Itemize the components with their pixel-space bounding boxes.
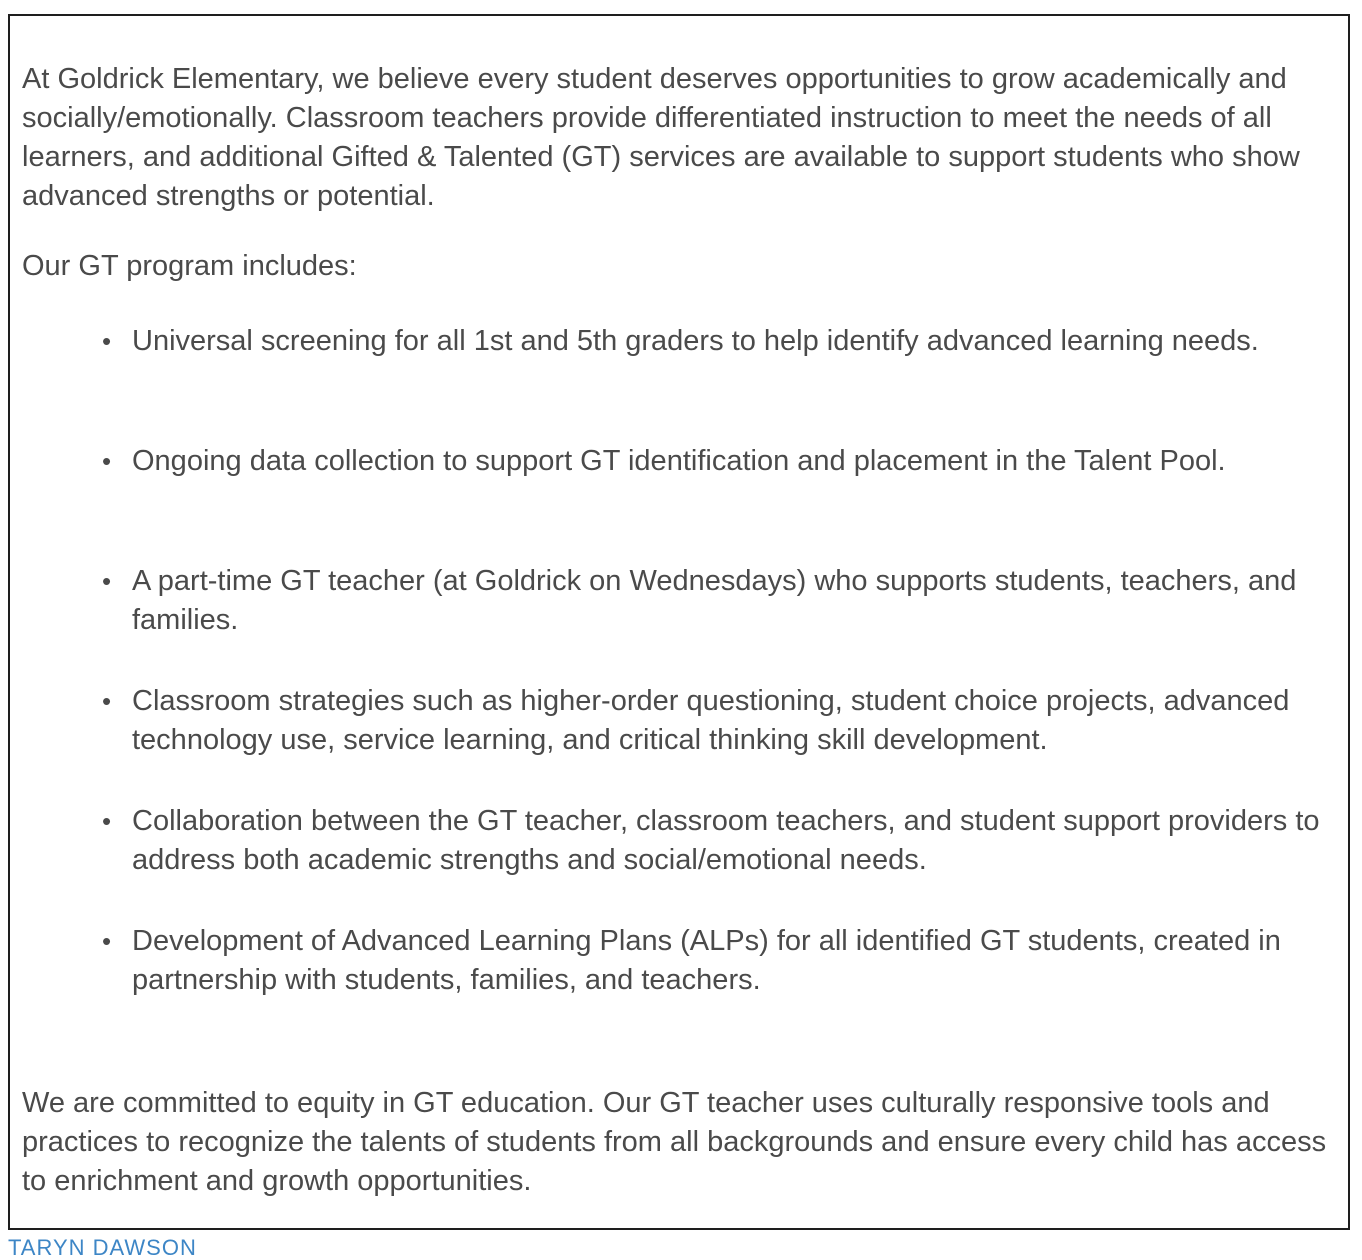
bullet-icon: • <box>102 806 112 836</box>
list-item-text: Development of Advanced Learning Plans (ALPs) for all identified GT students, created in partnership with students, families, and teachers. <box>132 925 1281 996</box>
intro-paragraph: At Goldrick Elementary, we believe every student deserves opportunities to grow academically and socially/emotionally. Classroom teachers provide differentiated instruction to meet the needs of all learners, and additional Gifted & Talented (GT) services are available to support students who show advanced strengths or potential. <box>22 63 1300 212</box>
list-item-text: A part-time GT teacher (at Goldrick on Wednesdays) who supports students, teachers, and families. <box>132 565 1297 636</box>
bullet-icon: • <box>102 926 112 956</box>
program-heading: Our GT program includes: <box>22 250 357 282</box>
list-item <box>22 562 1332 640</box>
list-item-text: Universal screening for all 1st and 5th graders to help identify advanced learning needs. <box>132 325 1259 357</box>
list-item-text: Collaboration between the GT teacher, classroom teachers, and student support providers to address both academic strengths and social/emotional needs. <box>132 805 1320 876</box>
closing-paragraph: We are committed to equity in GT education. Our GT teacher uses culturally responsive tools and practices to recognize the talents of students from all backgrounds and ensure every child has access to enrichment and growth opportunities. <box>22 1087 1327 1197</box>
staff-name-link[interactable]: TARYN DAWSON <box>8 1235 197 1260</box>
list-item <box>22 682 1332 760</box>
gt-info-box <box>8 14 1350 1230</box>
list-item <box>22 802 1332 880</box>
bullet-icon: • <box>102 326 112 356</box>
list-item <box>22 922 1332 1000</box>
bullet-icon: • <box>102 686 112 716</box>
program-list <box>22 322 1332 1042</box>
list-item-text: Classroom strategies such as higher-order questioning, student choice projects, advanced technology use, service learning, and critical thinking skill development. <box>132 685 1290 756</box>
list-item <box>22 442 1332 520</box>
list-item-text: Ongoing data collection to support GT identification and placement in the Talent Pool. <box>132 445 1226 477</box>
bullet-icon: • <box>102 446 112 476</box>
list-item <box>22 322 1332 400</box>
bullet-icon: • <box>102 566 112 596</box>
